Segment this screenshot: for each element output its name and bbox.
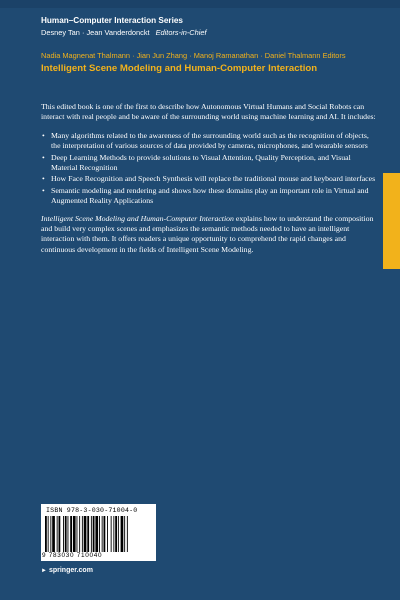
list-item-text: Semantic modeling and rendering and shows how these domains play an important role in Virtual and Augmented Reality Applications	[51, 185, 369, 206]
bullet-icon: •	[42, 185, 45, 195]
arrow-icon: ►	[41, 568, 47, 574]
book-editor-names: Nadia Magnenat Thalmann · Jian Jun Zhang · Manoj Ramanathan · Daniel Thalmann	[41, 51, 321, 60]
list-item	[41, 153, 376, 174]
list-item	[41, 131, 376, 152]
publisher-name: springer.com	[48, 567, 93, 574]
series-editor-names: Desney Tan · Jean Vanderdonckt	[41, 28, 150, 37]
book-editors	[41, 51, 346, 60]
publisher-link[interactable]	[41, 567, 93, 574]
barcode-number: 9 783030 710040	[42, 552, 103, 559]
description	[41, 102, 376, 263]
list-item-text: Deep Learning Methods to provide solutions to Visual Attention, Quality Perception, and Visual Material Recognition	[51, 152, 351, 173]
list-item	[41, 174, 376, 184]
bullet-icon: •	[42, 130, 45, 140]
closing-text: explains how to understand the composition and build very complex scenes and emphasizes the semantic methods needed to have an intelligent interaction with them. It offers readers a unique opportunity to comprehend the rapid changes and continuous development in the fields of Intelligent Scene Modeling.	[41, 213, 374, 254]
series-editor-role: Editors-in-Chief	[155, 28, 207, 37]
top-band	[0, 0, 400, 8]
series-name: Human–Computer Interaction Series	[41, 16, 183, 25]
bullet-icon: •	[42, 152, 45, 162]
barcode-box	[41, 504, 156, 561]
closing-title: Intelligent Scene Modeling and Human-Computer Interaction	[41, 213, 234, 223]
bullet-icon: •	[42, 174, 45, 184]
list-item-text: Many algorithms related to the awareness of the surrounding world such as the recognition of objects, the interpretation of various sources of data provided by cameras, microphones, and wearable sensors	[51, 130, 369, 151]
book-editor-role: Editors	[322, 51, 346, 60]
list-item	[41, 186, 376, 207]
feature-list	[41, 131, 376, 207]
closing-paragraph	[41, 214, 376, 256]
accent-bar	[383, 173, 400, 269]
book-title: Intelligent Scene Modeling and Human-Computer Interaction	[41, 63, 318, 74]
series-editors	[41, 28, 207, 37]
barcode-icon	[45, 516, 152, 552]
intro-paragraph: This edited book is one of the first to describe how Autonomous Virtual Humans and Social Robots can interact with real people and be aware of the surrounding world using machine learning and AI. It includes:	[41, 102, 376, 122]
isbn-label: ISBN 978-3-030-71004-0	[46, 507, 138, 514]
list-item-text: How Face Recognition and Speech Synthesis will replace the traditional mouse and keyboard interfaces	[51, 174, 376, 184]
